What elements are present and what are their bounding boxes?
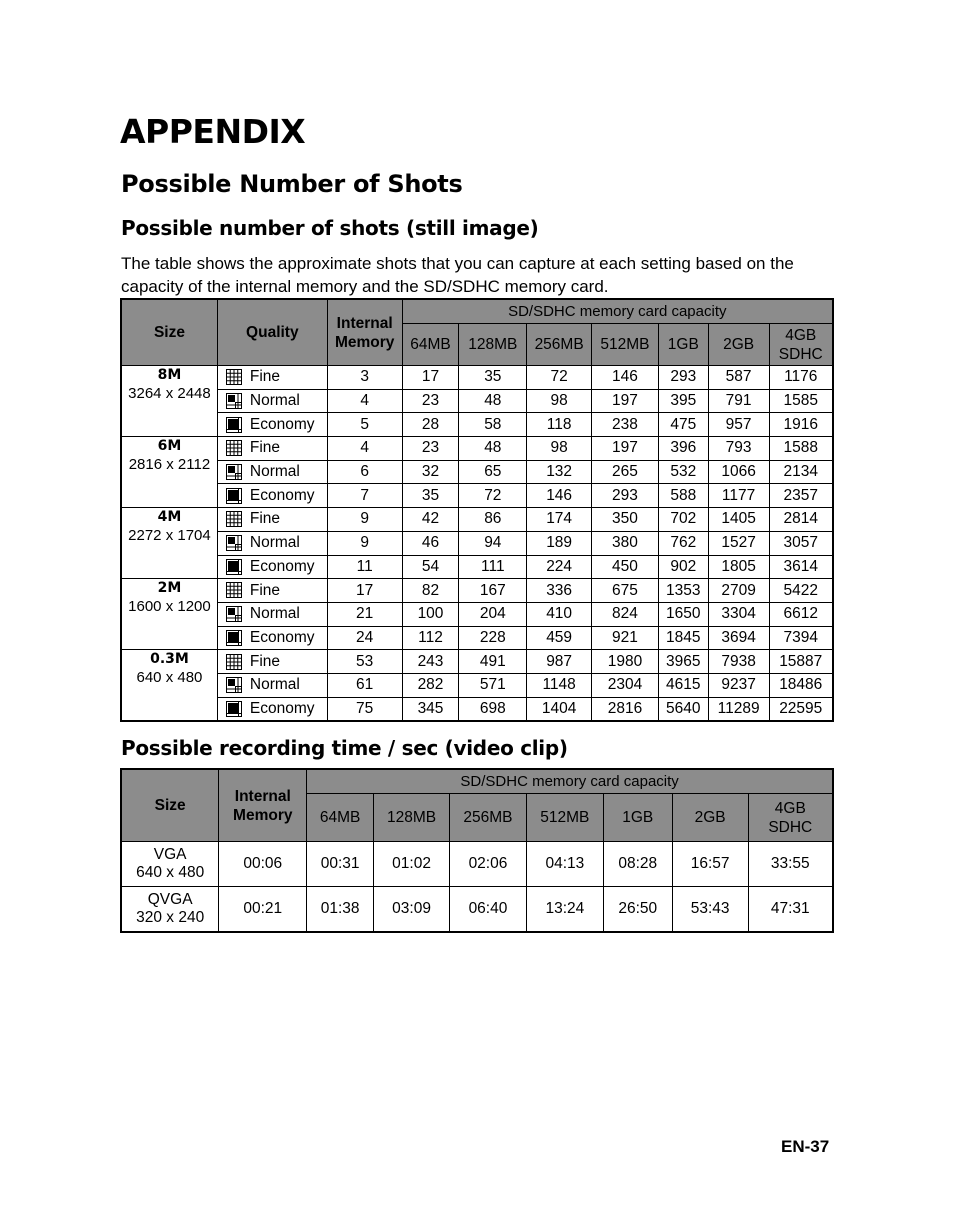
card-capacity-value: 189 [527,531,592,555]
quality-cell [217,626,327,650]
card-capacity-value: 380 [592,531,659,555]
size-cell [121,437,217,508]
table-row [121,484,833,508]
card-capacity-value: 1650 [658,602,708,626]
quality-cell [217,484,327,508]
video-format-label: QVGA [147,891,193,908]
quality-label: Fine [249,439,281,457]
card-capacity-value: 791 [708,389,769,413]
card-capacity-value: 3614 [769,555,833,579]
size-cell [121,508,217,579]
card-capacity-value: 1845 [658,626,708,650]
size-cell [121,366,217,437]
card-capacity-value: 921 [592,626,659,650]
card-capacity-value: 1066 [708,460,769,484]
card-capacity-value: 35 [459,366,527,390]
fine-quality-icon [226,369,242,385]
card-capacity-value: 587 [708,366,769,390]
table-row [121,389,833,413]
megapixel-label: 0.3M [150,651,189,668]
card-capacity-value: 4615 [658,673,708,697]
col-header-size: Size [121,299,217,366]
card-capacity-value: 336 [527,579,592,603]
card-capacity-value: 987 [527,650,592,674]
card-capacity-value: 72 [459,484,527,508]
internal-memory-value: 24 [327,626,402,650]
quality-cell [217,602,327,626]
table-row [121,508,833,532]
card-capacity-value: 112 [402,626,459,650]
table-row [121,531,833,555]
fine-quality-icon [226,654,242,670]
card-capacity-value: 58 [459,413,527,437]
card-capacity-value: 1177 [708,484,769,508]
quality-cell [217,673,327,697]
card-capacity-value: 1148 [527,673,592,697]
quality-label: Economy [249,699,315,717]
fine-quality-icon [226,440,242,456]
card-capacity-value: 204 [459,602,527,626]
quality-label: Economy [249,415,315,433]
card-capacity-value: 345 [402,697,459,721]
video-cap-header-3: 512MB [526,794,603,842]
card-capacity-value: 18486 [769,673,833,697]
card-capacity-time: 33:55 [748,842,833,887]
quality-cell [217,437,327,461]
card-capacity-value: 1588 [769,437,833,461]
card-capacity-value: 396 [658,437,708,461]
video-resolution-label: 640 x 480 [136,864,205,881]
card-capacity-value: 3965 [658,650,708,674]
card-capacity-value: 2816 [592,697,659,721]
card-capacity-value: 293 [658,366,708,390]
card-capacity-value: 532 [658,460,708,484]
card-capacity-time: 02:06 [450,842,527,887]
card-capacity-value: 228 [459,626,527,650]
size-cell [121,579,217,650]
card-capacity-value: 28 [402,413,459,437]
card-capacity-value: 197 [592,437,659,461]
internal-memory-value: 6 [327,460,402,484]
card-capacity-value: 167 [459,579,527,603]
card-capacity-value: 702 [658,508,708,532]
card-capacity-value: 762 [658,531,708,555]
table-row [121,413,833,437]
still-table-title: Possible number of shots (still image) [121,216,539,240]
card-capacity-value: 5422 [769,579,833,603]
megapixel-label: 8M [157,367,182,383]
table-row [121,555,833,579]
card-capacity-value: 35 [402,484,459,508]
card-capacity-value: 410 [527,602,592,626]
card-capacity-time: 00:31 [307,842,374,887]
quality-label: Fine [249,510,281,528]
normal-quality-icon [226,677,242,693]
card-capacity-value: 9237 [708,673,769,697]
quality-cell [217,460,327,484]
card-capacity-value: 491 [459,650,527,674]
card-capacity-value: 675 [592,579,659,603]
resolution-label: 1600 x 1200 [128,598,211,616]
card-capacity-value: 5640 [658,697,708,721]
table-row [121,673,833,697]
card-capacity-time: 47:31 [748,887,833,933]
fine-quality-icon [226,511,242,527]
internal-memory-value: 7 [327,484,402,508]
still-cap-header-4: 1GB [658,324,708,366]
card-capacity-time: 08:28 [603,842,672,887]
table-row [121,437,833,461]
card-capacity-time: 16:57 [672,842,748,887]
card-capacity-value: 243 [402,650,459,674]
card-capacity-value: 146 [592,366,659,390]
card-capacity-value: 2709 [708,579,769,603]
megapixel-label: 2M [157,580,182,597]
internal-memory-value: 4 [327,389,402,413]
video-cap-header-0: 64MB [307,794,374,842]
card-capacity-value: 265 [592,460,659,484]
intro-paragraph: The table shows the approximate shots that you can capture at each setting based on the capacity of the internal memory and the SD/SDHC memory card. [121,254,794,296]
economy-quality-icon [226,701,242,717]
card-capacity-value: 902 [658,555,708,579]
col-header-internal-memory: Internal Memory [327,299,402,366]
card-capacity-value: 15887 [769,650,833,674]
quality-label: Economy [249,628,315,646]
quality-label: Normal [249,605,300,623]
card-capacity-value: 22595 [769,697,833,721]
quality-label: Normal [249,534,300,552]
quality-label: Fine [249,368,281,386]
quality-label: Normal [249,676,300,694]
quality-cell [217,413,327,437]
card-capacity-time: 26:50 [603,887,672,933]
card-capacity-value: 48 [459,437,527,461]
quality-cell [217,697,327,721]
card-capacity-value: 1916 [769,413,833,437]
col-header-card-capacity: SD/SDHC memory card capacity [402,299,833,324]
card-capacity-value: 1585 [769,389,833,413]
card-capacity-value: 2134 [769,460,833,484]
card-capacity-value: 2357 [769,484,833,508]
video-time-table [120,768,834,933]
economy-quality-icon [226,417,242,433]
card-capacity-value: 111 [459,555,527,579]
card-capacity-value: 82 [402,579,459,603]
megapixel-label: 4M [157,509,182,526]
card-capacity-value: 48 [459,389,527,413]
table-row [121,842,833,887]
card-capacity-value: 793 [708,437,769,461]
section-title: Possible Number of Shots [121,170,463,198]
card-capacity-value: 3694 [708,626,769,650]
video-size-cell [121,887,219,933]
card-capacity-value: 98 [527,389,592,413]
card-capacity-time: 03:09 [374,887,450,933]
card-capacity-value: 1404 [527,697,592,721]
internal-memory-value: 9 [327,508,402,532]
normal-quality-icon [226,464,242,480]
video-size-cell [121,842,219,887]
page-heading: APPENDIX [120,112,306,151]
video-cap-header-2: 256MB [450,794,527,842]
quality-cell [217,579,327,603]
card-capacity-value: 65 [459,460,527,484]
page-number: EN-37 [781,1137,830,1156]
card-capacity-value: 118 [527,413,592,437]
internal-memory-time: 00:21 [219,887,307,933]
video-table-title: Possible recording time / sec (video clip) [121,736,568,760]
card-capacity-value: 6612 [769,602,833,626]
card-capacity-value: 11289 [708,697,769,721]
card-capacity-value: 2304 [592,673,659,697]
still-shots-table [120,298,834,722]
card-capacity-value: 571 [459,673,527,697]
table-row [121,579,833,603]
card-capacity-value: 1527 [708,531,769,555]
card-capacity-value: 197 [592,389,659,413]
card-capacity-value: 7938 [708,650,769,674]
table-row [121,460,833,484]
video-format-label: VGA [153,846,187,863]
card-capacity-value: 450 [592,555,659,579]
card-capacity-time: 06:40 [450,887,527,933]
quality-label: Normal [249,463,300,481]
quality-cell [217,650,327,674]
still-cap-header-3: 512MB [592,324,659,366]
card-capacity-value: 146 [527,484,592,508]
card-capacity-value: 42 [402,508,459,532]
card-capacity-value: 1980 [592,650,659,674]
table-row [121,366,833,390]
quality-label: Economy [249,486,315,504]
quality-cell [217,531,327,555]
video-col-header-internal-memory: Internal Memory [219,769,307,842]
resolution-label: 2816 x 2112 [128,456,211,474]
card-capacity-value: 238 [592,413,659,437]
card-capacity-value: 698 [459,697,527,721]
still-cap-header-5: 2GB [708,324,769,366]
quality-cell [217,508,327,532]
card-capacity-value: 23 [402,437,459,461]
card-capacity-value: 1805 [708,555,769,579]
card-capacity-value: 86 [459,508,527,532]
resolution-label: 3264 x 2448 [128,385,211,402]
card-capacity-value: 17 [402,366,459,390]
internal-memory-value: 5 [327,413,402,437]
table-row [121,602,833,626]
quality-label: Economy [249,557,315,575]
card-capacity-value: 7394 [769,626,833,650]
normal-quality-icon [226,535,242,551]
quality-label: Fine [249,581,281,599]
card-capacity-value: 588 [658,484,708,508]
still-cap-header-0: 64MB [402,324,459,366]
internal-memory-value: 11 [327,555,402,579]
internal-memory-time: 00:06 [219,842,307,887]
still-cap-header-6: 4GB SDHC [769,324,833,366]
card-capacity-time: 01:02 [374,842,450,887]
card-capacity-value: 98 [527,437,592,461]
video-cap-header-1: 128MB [374,794,450,842]
card-capacity-time: 13:24 [526,887,603,933]
card-capacity-value: 1353 [658,579,708,603]
quality-cell [217,555,327,579]
card-capacity-value: 100 [402,602,459,626]
economy-quality-icon [226,559,242,575]
internal-memory-value: 4 [327,437,402,461]
quality-label: Normal [249,392,300,410]
fine-quality-icon [226,582,242,598]
video-cap-header-4: 1GB [603,794,672,842]
quality-label: Fine [249,652,281,670]
internal-memory-value: 9 [327,531,402,555]
size-cell [121,650,217,722]
internal-memory-value: 3 [327,366,402,390]
card-capacity-value: 293 [592,484,659,508]
col-header-quality: Quality [217,299,327,366]
card-capacity-time: 01:38 [307,887,374,933]
card-capacity-value: 3057 [769,531,833,555]
card-capacity-value: 224 [527,555,592,579]
resolution-label: 640 x 480 [136,669,203,687]
card-capacity-value: 1176 [769,366,833,390]
card-capacity-value: 72 [527,366,592,390]
table-row [121,626,833,650]
quality-cell [217,389,327,413]
card-capacity-value: 46 [402,531,459,555]
internal-memory-value: 17 [327,579,402,603]
card-capacity-value: 3304 [708,602,769,626]
card-capacity-value: 824 [592,602,659,626]
card-capacity-value: 94 [459,531,527,555]
megapixel-label: 6M [157,438,182,455]
card-capacity-value: 350 [592,508,659,532]
card-capacity-value: 475 [658,413,708,437]
still-cap-header-1: 128MB [459,324,527,366]
table-row [121,887,833,933]
still-cap-header-2: 256MB [527,324,592,366]
card-capacity-value: 957 [708,413,769,437]
internal-memory-value: 21 [327,602,402,626]
internal-memory-value: 53 [327,650,402,674]
resolution-label: 2272 x 1704 [128,527,211,545]
quality-cell [217,366,327,390]
video-col-header-size: Size [121,769,219,842]
card-capacity-value: 32 [402,460,459,484]
card-capacity-value: 1405 [708,508,769,532]
video-cap-header-5: 2GB [672,794,748,842]
normal-quality-icon [226,393,242,409]
video-col-header-card-capacity: SD/SDHC memory card capacity [307,769,833,794]
table-row [121,650,833,674]
internal-memory-value: 61 [327,673,402,697]
economy-quality-icon [226,488,242,504]
card-capacity-time: 53:43 [672,887,748,933]
card-capacity-time: 04:13 [526,842,603,887]
card-capacity-value: 174 [527,508,592,532]
card-capacity-value: 282 [402,673,459,697]
video-cap-header-6: 4GB SDHC [748,794,833,842]
video-resolution-label: 320 x 240 [136,909,205,926]
card-capacity-value: 54 [402,555,459,579]
table-row [121,697,833,721]
card-capacity-value: 2814 [769,508,833,532]
card-capacity-value: 459 [527,626,592,650]
card-capacity-value: 23 [402,389,459,413]
normal-quality-icon [226,606,242,622]
card-capacity-value: 132 [527,460,592,484]
card-capacity-value: 395 [658,389,708,413]
economy-quality-icon [226,630,242,646]
internal-memory-value: 75 [327,697,402,721]
